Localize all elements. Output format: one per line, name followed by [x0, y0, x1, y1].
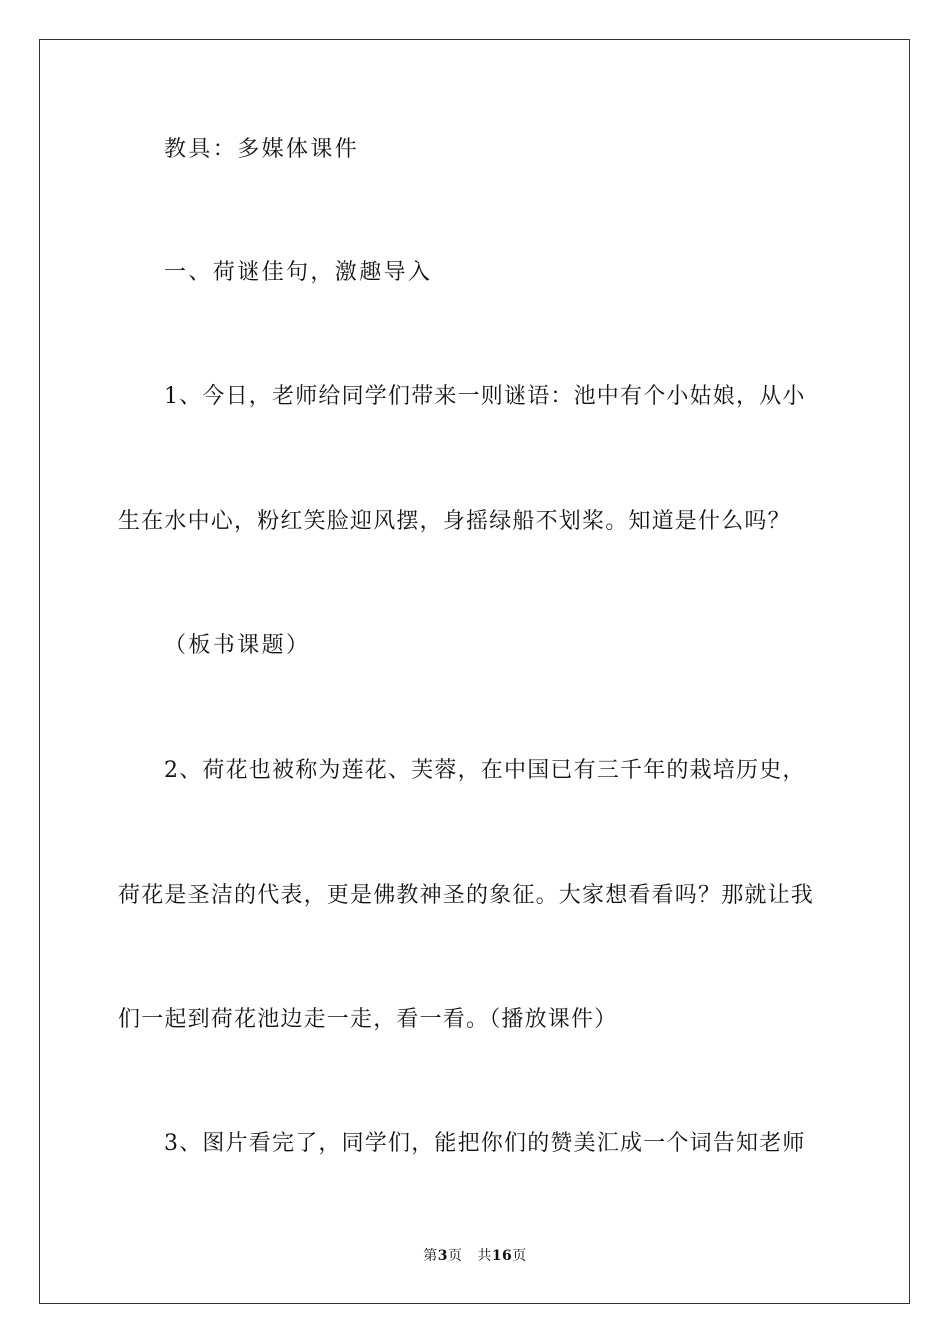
footer-page-prefix: 第	[423, 1248, 438, 1264]
footer-page-current: 3	[437, 1248, 448, 1264]
paragraph-line-lotus-3: 们一起到荷花池边走一走，看一看。（播放课件）	[118, 1007, 618, 1032]
paragraph-line-riddle-2: 生在水中心，粉红笑脸迎风摆，身摇绿船不划桨。知道是什么吗？	[118, 509, 791, 534]
paragraph-line-lotus-2: 荷花是圣洁的代表，更是佛教神圣的象征。大家想看看吗？那就让我	[118, 883, 815, 908]
footer-page-total: 16	[491, 1248, 513, 1264]
paragraph-line-riddle-1: 1、今日，老师给同学们带来一则谜语：池中有个小姑娘，从小	[164, 384, 806, 409]
footer-total-prefix: 共	[477, 1248, 492, 1264]
paragraph-line-teaching-aids: 教具：多媒体课件	[164, 137, 360, 162]
paragraph-line-board-note: （板书课题）	[164, 633, 311, 658]
paragraph-line-praise: 3、图片看完了，同学们，能把你们的赞美汇成一个词告知老师	[164, 1131, 806, 1156]
page-footer	[0, 1246, 950, 1266]
paragraph-line-lotus-1: 2、荷花也被称为莲花、芙蓉，在中国已有三千年的栽培历史，	[164, 758, 806, 783]
footer-page-suffix: 页	[447, 1248, 463, 1264]
page-border	[39, 39, 910, 1304]
footer-total-suffix: 页	[512, 1248, 527, 1264]
section-heading-intro: 一、荷谜佳句，激趣导入	[164, 260, 433, 285]
